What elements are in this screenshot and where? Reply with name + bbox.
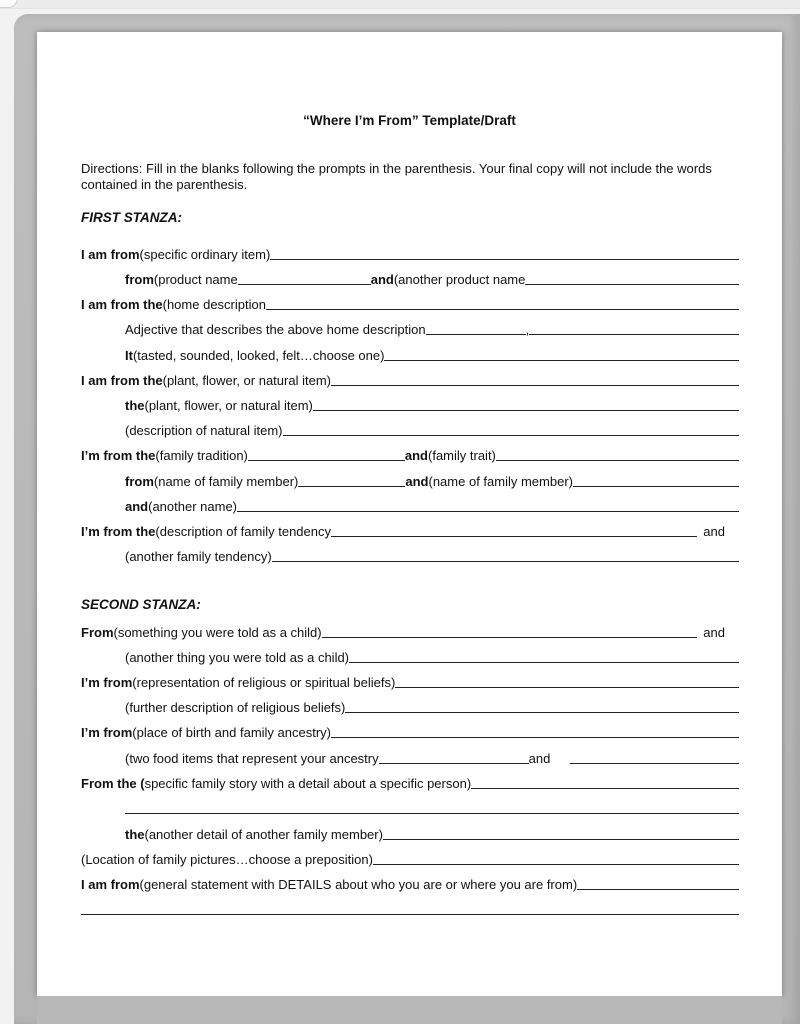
line-prompt-2: (family trait)	[428, 448, 496, 463]
line-natural-item-2	[125, 395, 739, 413]
line-another-name	[125, 496, 739, 514]
middle-and: and	[528, 751, 551, 766]
line-family-pictures	[81, 849, 739, 867]
blank-another-name[interactable]	[237, 497, 739, 512]
blank-family-story-continued[interactable]	[125, 799, 739, 814]
line-bold-and: and	[404, 448, 428, 463]
blank-adjective-2[interactable]	[529, 320, 739, 335]
blank-natural-item-2[interactable]	[313, 396, 739, 411]
line-prompt-2: (name of family member)	[428, 474, 573, 489]
blank-family-tradition[interactable]	[248, 446, 405, 461]
line-prompt: (Location of family pictures…choose a preposition)	[81, 852, 373, 867]
trailing-and: and	[703, 524, 725, 539]
line-prompt-2: (another product name	[393, 272, 526, 287]
line-prompt: (plant, flower, or natural item)	[162, 373, 331, 388]
line-home-description	[81, 294, 739, 312]
line-prompt: (another name)	[148, 499, 238, 514]
blank-family-trait[interactable]	[496, 446, 739, 461]
line-prompt: (description of family tendency	[155, 524, 331, 539]
line-bold: I’m from the	[81, 524, 156, 539]
blank-general-statement-continued[interactable]	[81, 900, 739, 915]
second-stanza-heading: SECOND STANZA:	[81, 597, 201, 612]
comma-separator: ,	[525, 322, 530, 337]
line-birthplace	[81, 722, 739, 740]
line-religious-beliefs	[81, 672, 739, 690]
line-prompt: (description of natural item)	[125, 423, 283, 438]
line-bold: I am from	[81, 247, 140, 262]
document-page	[37, 32, 782, 996]
blank-ordinary-item[interactable]	[270, 245, 739, 260]
blank-food-item-1[interactable]	[379, 749, 529, 764]
line-bold: from	[125, 474, 154, 489]
line-bold: I am from the	[81, 297, 163, 312]
blank-further-beliefs[interactable]	[345, 698, 739, 713]
blank-home-description[interactable]	[266, 295, 739, 310]
document-title: “Where I’m From” Template/Draft	[303, 113, 516, 128]
line-prompt: (another family tendency)	[125, 549, 272, 564]
line-product-names	[125, 269, 739, 287]
blank-birthplace[interactable]	[331, 723, 739, 738]
page-bottom-shadow	[37, 996, 782, 1024]
line-general-statement	[81, 874, 739, 892]
line-bold: I’m from the	[81, 448, 156, 463]
blank-family-pictures[interactable]	[373, 850, 739, 865]
first-stanza-heading: FIRST STANZA:	[81, 210, 182, 225]
line-family-tradition	[81, 445, 739, 463]
line-prompt: (something you were told as a child)	[113, 625, 322, 640]
line-bold: I am from the	[81, 373, 163, 388]
blank-another-detail[interactable]	[383, 825, 739, 840]
line-another-told	[125, 647, 739, 665]
line-prompt: specific family story with a detail about a specific person)	[144, 776, 472, 791]
line-prompt: (general statement with DETAILS about who you are or where you are from)	[139, 877, 578, 892]
line-told-as-child	[81, 622, 739, 640]
line-prompt: (specific ordinary item)	[139, 247, 271, 262]
line-prompt: (tasted, sounded, looked, felt…choose one)	[132, 348, 385, 363]
line-prompt: Adjective that describes the above home description	[125, 322, 426, 337]
blank-family-member-2[interactable]	[573, 472, 739, 487]
line-prompt: (family tradition)	[155, 448, 248, 463]
line-another-tendency	[125, 546, 739, 564]
line-prompt: (home description	[162, 297, 266, 312]
line-home-adjectives	[125, 319, 739, 337]
line-prompt: (product name	[153, 272, 238, 287]
line-prompt: (two food items that represent your ancestry	[125, 751, 379, 766]
line-bold-and: and	[405, 474, 429, 489]
line-bold: I’m from	[81, 725, 133, 740]
blank-natural-item[interactable]	[331, 371, 739, 386]
line-natural-item	[81, 370, 739, 388]
blank-food-item-2[interactable]	[570, 749, 739, 764]
line-prompt: (another thing you were told as a child)	[125, 650, 350, 665]
line-prompt: (further description of religious beliefs)	[125, 700, 346, 715]
line-prompt: (name of family member)	[153, 474, 299, 489]
line-bold: From	[81, 625, 114, 640]
blank-family-member-1[interactable]	[298, 472, 405, 487]
line-food-items	[125, 748, 739, 766]
blank-sense[interactable]	[384, 346, 739, 361]
directions-text: Directions: Fill in the blanks following the prompts in the parenthesis. Your final copy will not include the words contained in the parenthesis.	[81, 161, 712, 192]
line-another-detail	[125, 824, 739, 842]
blank-natural-description[interactable]	[283, 421, 739, 436]
line-bold: and	[125, 499, 149, 514]
line-family-story-continued	[125, 798, 739, 816]
line-family-tendency	[81, 521, 739, 539]
line-prompt: (plant, flower, or natural item)	[144, 398, 313, 413]
blank-adjective-1[interactable]	[426, 320, 526, 335]
line-prompt: (place of birth and family ancestry)	[132, 725, 331, 740]
line-bold: the	[125, 398, 145, 413]
trailing-and: and	[703, 625, 725, 640]
blank-family-story[interactable]	[471, 774, 739, 789]
line-family-story	[81, 773, 739, 791]
line-bold: From the (	[81, 776, 145, 791]
line-prompt: (representation of religious or spiritual beliefs)	[132, 675, 396, 690]
blank-product-name[interactable]	[238, 270, 371, 285]
line-prompt: (another detail of another family member)	[144, 827, 383, 842]
blank-another-told[interactable]	[349, 648, 739, 663]
line-bold: I’m from	[81, 675, 133, 690]
blank-told-as-child[interactable]	[322, 623, 698, 638]
line-general-statement-continued	[81, 899, 739, 917]
line-sense	[125, 345, 739, 363]
line-bold-and: and	[370, 272, 394, 287]
line-ordinary-item	[81, 244, 739, 262]
line-natural-description	[125, 420, 739, 438]
line-bold: the	[125, 827, 145, 842]
window-top-strip	[0, 0, 800, 9]
blank-general-statement[interactable]	[577, 875, 739, 890]
blank-religious-beliefs[interactable]	[395, 673, 739, 688]
line-bold: It	[125, 348, 133, 363]
line-further-beliefs	[125, 697, 739, 715]
line-family-members	[125, 471, 739, 489]
blank-family-tendency[interactable]	[331, 522, 697, 537]
line-bold: from	[125, 272, 154, 287]
line-bold: I am from	[81, 877, 140, 892]
blank-another-tendency[interactable]	[272, 547, 739, 562]
blank-another-product-name[interactable]	[525, 270, 739, 285]
